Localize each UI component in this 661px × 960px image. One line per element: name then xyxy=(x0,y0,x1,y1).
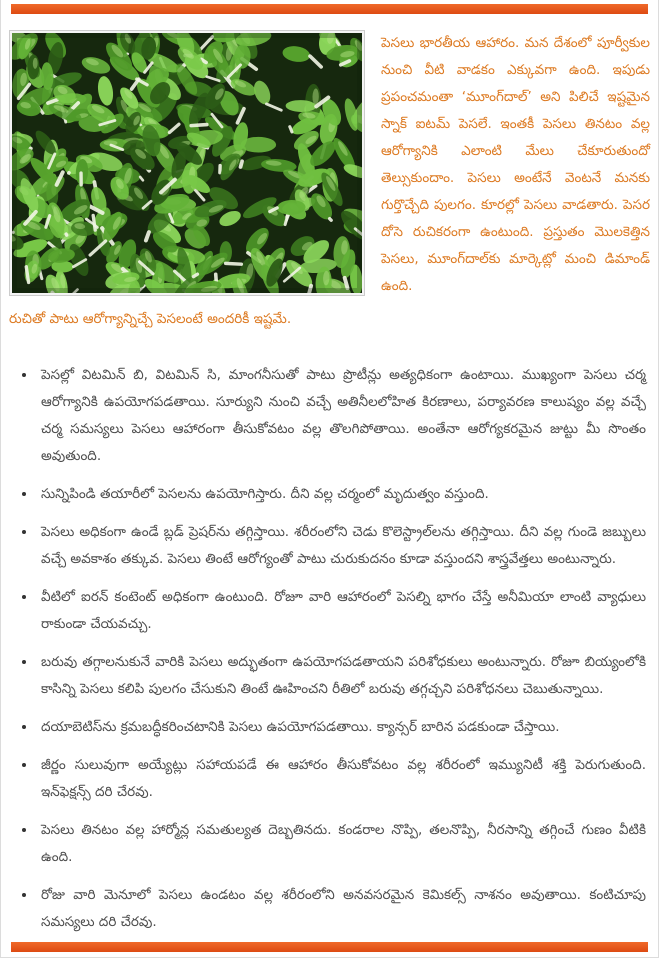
list-item: • వీటిలో ఐరన్ కంటెంట్ అధికంగా ఉంటుంది. రోజూ వారి ఆహారంలో పెసల్ని భాగం చేస్తే అనీమియా లాంటి వ్యాధులు రాకుండా చేయవచ్చు. xyxy=(37,584,646,638)
sprouts-photo xyxy=(9,30,365,296)
list-item: • దయాబెటిస్‌ను క్రమబద్ధీకరించటానికి పెసలు ఉపయోగపడతాయి. క్యాన్సర్ బారిన పడకుండా చేస్తాయి. xyxy=(37,714,646,741)
list-item: • రోజు వారి మెనూలో పెసలు ఉండటం వల్ల శరీరంలోని అనవసరమైన కెమికల్స్ నాశనం అవుతాయి. కంటిచూపు సమస్యలు దరి చేరవు. xyxy=(37,882,646,936)
article-content xyxy=(1,14,658,936)
list-item: • బరువు తగ్గాలనుకునే వారికి పెసలు అద్భుతంగా ఉపయోగపడతాయని పరిశోధకులు అంటున్నారు. రోజూ బియ్యంలోకి కాసిన్ని పెసలు కలిపి పులగం చేసుకుని తింటే ఊహించని రీతిలో బరువు తగ్గచ్చని పరిశోధనలు చెబుతున్నాయి. xyxy=(37,649,646,703)
intro-paragraph: పెసలు భారతీయ ఆహారం. మన దేశంలో పూర్వీకుల నుంచి వీటి వాడకం ఎక్కువగా ఉంది. ఇపుడు ప్రపంచమంతా ‘మూంగ్‌దాల్’ అని పిలిచే ఇష్టమైన స్నాక్ ఐటమ్ పెసలే. ఇంతకీ పెసలు తినటం వల్ల ఆరోగ్యానికి ఎలాంటి మేలు చేకూరుతుందో తెల్సుకుందాం. పెసలు అంటేనే వెంటనే మనకు గుర్తొచ్చేది పులగం. కూరల్లో పెసలు వాడతారు. పెసర దోసె రుచికరంగా ఉంటుంది. ప్రస్తుతం మొలకెత్తిన పెసలు, మూంగ్‌దాల్‌కు మార్కెట్లో మంచి డిమాండ్ ఉంది. xyxy=(381,35,650,294)
list-item: • పెసలు తినటం వల్ల హార్మోన్ల సమతుల్యత దెబ్బతినదు. కండరాల నొప్పి, తలనొప్పి, నీరసాన్ని తగ్గించే గుణం వీటికి ఉంది. xyxy=(37,817,646,871)
list-item: • జీర్ణం సులువుగా అయ్యేట్లు సహాయపడే ఈ ఆహారం తీసుకోవటం వల్ల శరీరంలో ఇమ్యునిటీ శక్తి పెరుగుతుంది. ఇన్‌ఫెక్షన్స్ దరి చేరవు. xyxy=(37,752,646,806)
list-item: • సున్నిపిండి తయారీలో పెసలను ఉపయోగిస్తారు. దీని వల్ల చర్మంలో మృదుత్వం వస్తుంది. xyxy=(37,481,646,508)
sprouts-photo-canvas xyxy=(12,33,362,293)
list-item: • పెసల్లో విటమిన్ బి, విటమిన్ సి, మాంగనీసుతో పాటు ప్రొటీన్లు అత్యధికంగా ఉంటాయి. ముఖ్యంగా పెసలు చర్మ ఆరోగ్యానికి ఉపయోగపడతాయి. సూర్యుని నుంచి వచ్చే అతినీలలోహిత కిరణాలు, పర్యావరణ కాలుష్యం వల్ల వచ్చే చర్మ సమస్యలు పెసలు ఆహారంగా తీసుకోవటం వల్ల తొలగిపోతాయి. అంతేనా ఆరోగ్యకరమైన జుట్టు మీ సొంతం అవుతుంది. xyxy=(37,362,646,470)
bottom-accent-bar xyxy=(11,942,648,952)
list-item: • పెసలు అధికంగా ఉండే బ్లడ్ ప్రెషర్‌ను తగ్గిస్తాయి. శరీరంలోని చెడు కొలెస్ట్రాల్‌లను తగ్గిస్తాయి. దీని వల్ల గుండె జబ్బులు వచ్చే అవకాశం తక్కువ. పెసలు తింటే ఆరోగ్యంతో పాటు చురుకుదనం కూడా వస్తుందని శాస్త్రవేత్తలు అంటున్నారు. xyxy=(37,519,646,573)
top-accent-bar xyxy=(11,4,648,14)
lead-paragraph: రుచితో పాటు ఆరోగ్యాన్నిచ్చే పెసలంటే అందరికీ ఇష్టమే. xyxy=(9,311,292,327)
benefits-list xyxy=(9,362,650,936)
